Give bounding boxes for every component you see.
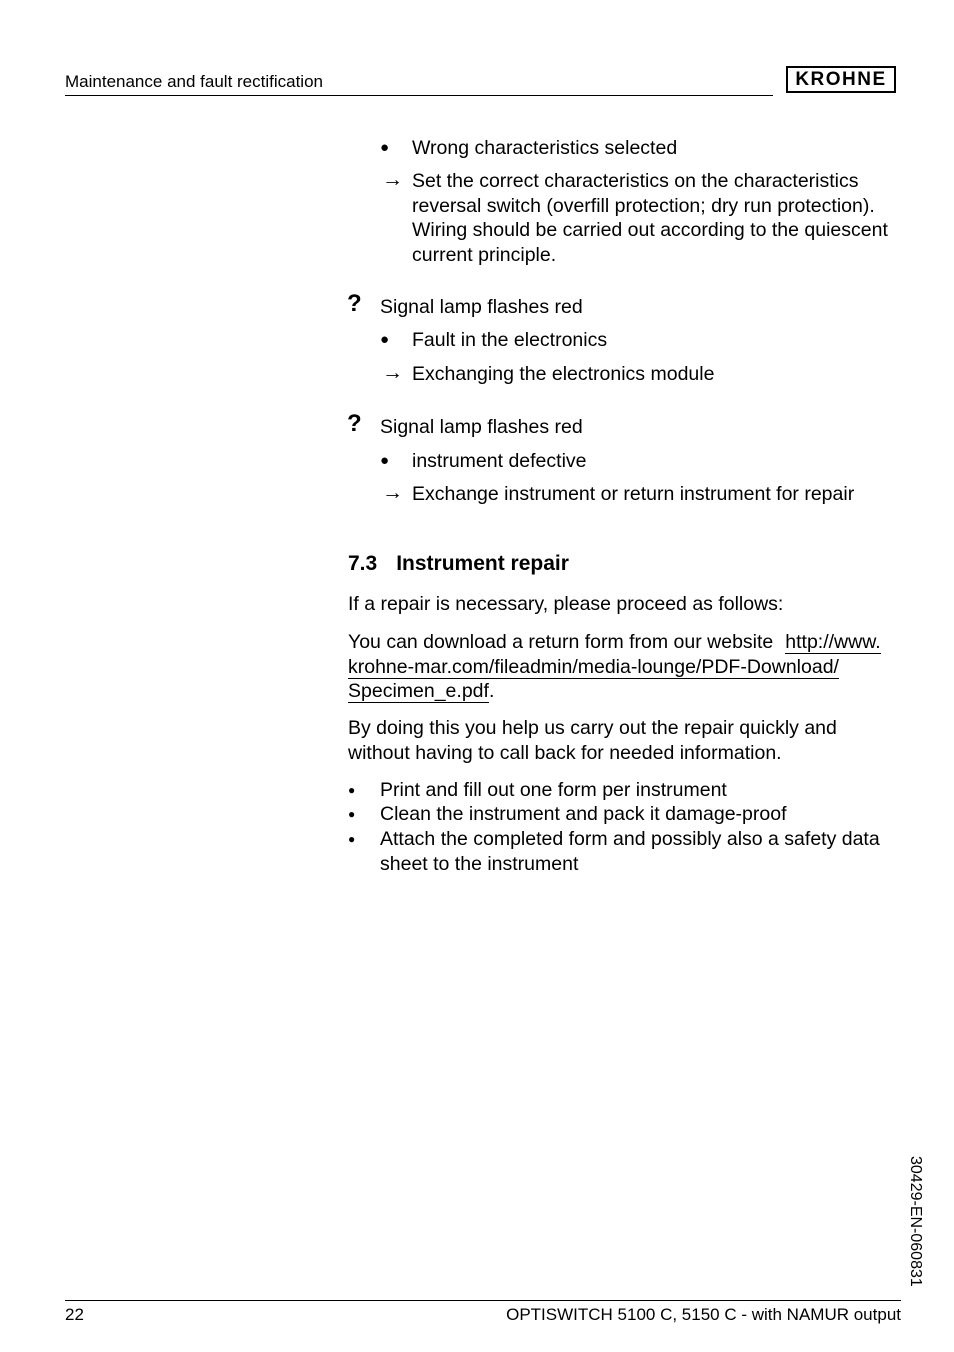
arrow-right-icon: → <box>382 361 403 384</box>
list-item-line: sheet to the instrument <box>380 852 579 875</box>
fault-remedy: Exchange instrument or return instrument for repair <box>412 483 855 505</box>
krohne-logo <box>786 66 896 93</box>
section-number: 7.3 <box>348 552 378 575</box>
bullet-icon: ● <box>380 452 390 469</box>
list-item-line: Attach the completed form and possibly also a safety data <box>380 828 880 850</box>
page-header-title: Maintenance and fault rectification <box>65 72 323 91</box>
bullet-icon: ● <box>380 139 390 156</box>
list-item: Print and fill out one form per instrument <box>380 779 727 801</box>
logo-text: KROHNE <box>795 68 887 90</box>
remedy-line: current principle. <box>412 243 557 266</box>
fault-symptom: Signal lamp flashes red <box>380 416 583 438</box>
page-number: 22 <box>65 1305 84 1324</box>
download-line <box>348 630 881 655</box>
help-paragraph <box>348 716 837 765</box>
help-line: By doing this you help us carry out the repair quickly and <box>348 717 837 739</box>
arrow-right-icon: → <box>382 481 403 504</box>
bullet-icon: ● <box>348 783 356 797</box>
download-text: You can download a return form from our website <box>348 631 774 653</box>
fault-remedy <box>412 169 888 267</box>
fault-cause: Wrong characteristics selected <box>412 137 678 159</box>
fault-symptom: Signal lamp flashes red <box>380 296 583 318</box>
remedy-line: Wiring should be carried out according to the quiescent <box>412 219 888 241</box>
return-form-link[interactable]: krohne-mar.com/fileadmin/media-lounge/PDF-Download/ <box>348 655 839 678</box>
download-paragraph <box>348 630 881 704</box>
help-line: without having to call back for needed information. <box>348 741 782 764</box>
fault-cause: instrument defective <box>412 450 587 472</box>
bullet-icon: ● <box>348 832 356 846</box>
remedy-line: reversal switch (overfill protection; dry run protection). <box>412 194 875 217</box>
return-form-link[interactable]: Specimen_e.pdf <box>348 680 489 702</box>
remedy-line: Set the correct characteristics on the characteristics <box>412 170 859 192</box>
arrow-right-icon: → <box>382 168 403 191</box>
section-intro: If a repair is necessary, please proceed as follows: <box>348 593 784 615</box>
header-divider <box>65 95 773 96</box>
fault-cause: Fault in the electronics <box>412 329 608 351</box>
document-number: 30429-EN-060831 <box>907 1156 924 1287</box>
question-mark-icon: ? <box>347 410 362 437</box>
list-item: Clean the instrument and pack it damage-proof <box>380 803 787 825</box>
section-heading <box>348 552 569 576</box>
bullet-icon: ● <box>348 807 356 821</box>
download-line <box>348 655 881 680</box>
question-mark-icon: ? <box>347 290 362 317</box>
return-form-link[interactable]: http://www. <box>785 631 881 653</box>
bullet-icon: ● <box>380 331 390 348</box>
list-item <box>380 827 880 876</box>
fault-remedy: Exchanging the electronics module <box>412 363 715 385</box>
section-title: Instrument repair <box>396 552 569 575</box>
link-suffix: . <box>488 680 495 702</box>
footer-divider <box>65 1300 901 1301</box>
footer-product-title: OPTISWITCH 5100 C, 5150 C - with NAMUR output <box>506 1305 901 1324</box>
download-line <box>348 679 881 704</box>
